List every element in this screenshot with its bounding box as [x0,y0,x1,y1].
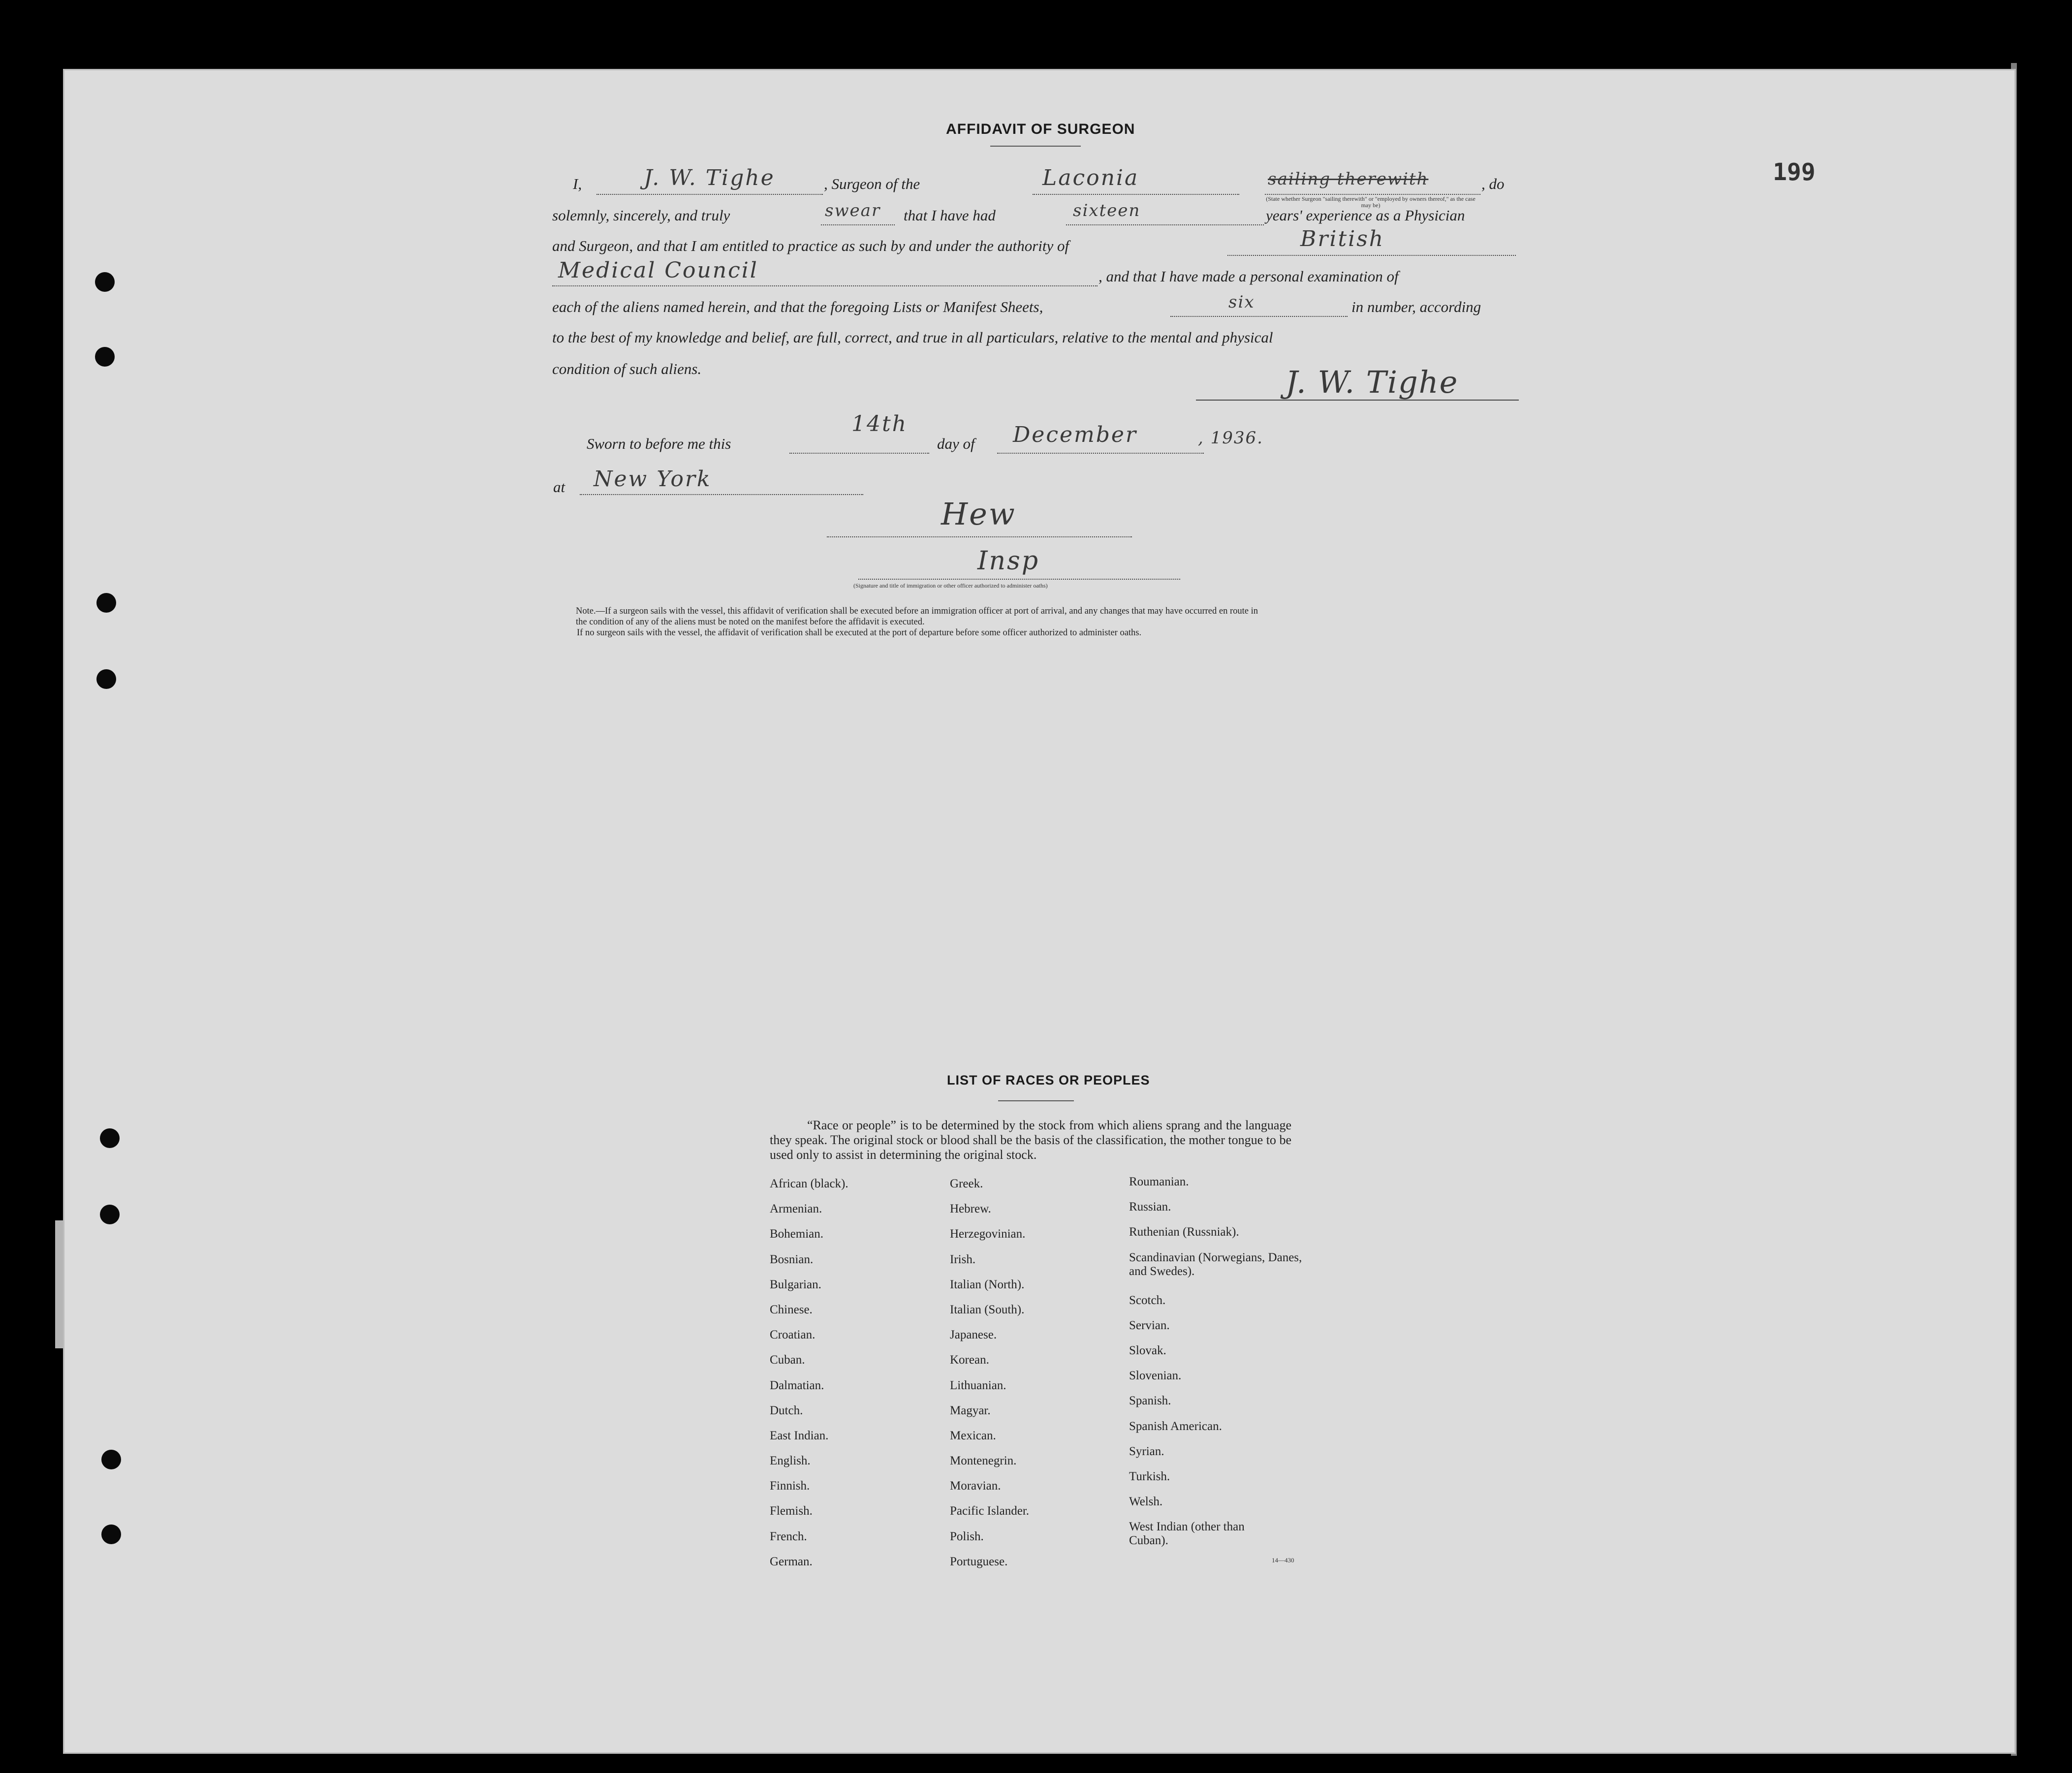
race-item: Spanish. [1129,1394,1171,1408]
race-item: Servian. [1129,1318,1170,1332]
punch-hole [95,272,115,292]
race-item: Welsh. [1129,1495,1163,1509]
authority-value-1: British [1300,226,1385,251]
punch-hole [96,669,116,689]
punch-hole [100,1128,120,1148]
race-item: Herzegovinian. [950,1227,1026,1241]
day-of-label: day of [937,435,975,452]
note-line2: the condition of any of the aliens must be noted on the manifest before the affidavit is executed. [576,617,925,627]
punch-hole [95,347,115,367]
note-line1: Note.—If a surgeon sails with the vessel, this affidavit of verification shall be executed before an immigration officer at port of arrival, and any changes that may have occurred en route in [576,606,1258,616]
form-number: 14—430 [1272,1556,1294,1564]
races-intro: “Race or people” is to be determined by the stock from which aliens sprang and the language they speak. The original stock or blood shall be the basis of the classification, the mother tongue to be used only to assist in determining the original stock. [770,1118,1291,1162]
oath-field [821,224,895,225]
race-item: Chinese. [770,1303,813,1316]
race-item: Mexican. [950,1429,996,1442]
race-item: Roumanian. [1129,1175,1189,1188]
manifest-page [63,69,2016,1754]
years-value: sixteen [1073,201,1141,220]
sworn-day-field [789,453,929,454]
race-item: Cuban. [770,1353,805,1367]
race-item: Pacific Islander. [950,1504,1030,1518]
officer-caption: (Signature and title of immigration or other officer authorized to administer oaths) [853,582,1048,589]
race-item: Portuguese. [950,1555,1008,1568]
race-item: Moravian. [950,1479,1001,1493]
races-column-1 [770,1177,848,1580]
officer-signature: Hew [941,496,1016,532]
races-column-3 [1129,1175,1316,1563]
race-item: Magyar. [950,1403,991,1417]
race-item: Slovak. [1129,1343,1166,1357]
officer-title-line [858,579,1180,580]
race-item: Spanish American. [1129,1419,1222,1433]
ship-name-field [1033,194,1239,195]
race-item: Hebrew. [950,1202,991,1216]
race-item: Bohemian. [770,1227,824,1241]
race-item: West Indian (other than Cuban). [1129,1520,1245,1548]
affidavit-line6: to the best of my knowledge and belief, are full, correct, and true in all particulars, relative to the mental and physical [552,329,1273,346]
authority-field-2 [552,285,1098,286]
affidavit-title: AFFIDAVIT OF SURGEON [946,121,1135,137]
sworn-year-value: , 1936. [1198,428,1263,448]
race-item: Italian (South). [950,1303,1025,1316]
affidavit-line2-prefix: solemnly, sincerely, and truly [552,207,730,224]
sailing-value: sailing therewith [1268,169,1429,189]
affidavit-line5-suffix: in number, according [1351,298,1481,315]
affidavit-line1-prefix: I, [573,175,582,192]
place-value: New York [594,467,712,492]
race-item: Russian. [1129,1200,1171,1214]
at-prefix: at [553,478,565,496]
sailing-note: (State whether Surgeon "sailing therewith" or "employed by owners thereof," as the case may be) [1266,195,1476,209]
sheets-value: six [1228,292,1255,312]
race-item: Irish. [950,1252,976,1266]
affidavit-line3-prefix: and Surgeon, and that I am entitled to practice as such by and under the authority of [552,237,1069,254]
note-line3: If no surgeon sails with the vessel, the affidavit of verification shall be executed at the port of departure before some officer authorized to administer oaths. [577,628,1142,638]
punch-hole [96,593,116,613]
race-item: English. [770,1454,811,1468]
race-item: Flemish. [770,1504,813,1518]
race-item: Croatian. [770,1328,816,1342]
race-item: African (black). [770,1177,848,1190]
race-item: Polish. [950,1529,984,1543]
race-item: Scandinavian (Norwegians, Danes, and Swedes). [1129,1250,1302,1278]
punch-hole [101,1450,121,1469]
sworn-day-value: 14th [851,411,908,436]
race-item: German. [770,1555,813,1568]
affidavit-line4-suffix: , and that I have made a personal examination of [1099,268,1399,285]
punch-hole [100,1205,120,1224]
races-title-underline [998,1100,1074,1101]
surgeon-signature: J. W. Tighe [1286,364,1459,400]
affidavit-line2-suffix: years' experience as a Physician [1266,207,1465,224]
sheets-field [1170,316,1348,317]
surgeon-name-field [596,194,823,195]
race-item: Dalmatian. [770,1378,824,1392]
sworn-month-value: December [1013,422,1137,447]
race-item: Finnish. [770,1479,810,1493]
race-item: Scotch. [1129,1293,1166,1307]
do-label: , do [1481,175,1505,192]
race-item: Lithuanian. [950,1378,1006,1392]
place-field [580,494,863,495]
race-item: Italian (North). [950,1277,1025,1291]
title-underline [990,146,1081,147]
race-item: Turkish. [1129,1469,1170,1483]
page-number: 199 [1773,158,1816,186]
race-item: East Indian. [770,1429,829,1442]
affidavit-line5-prefix: each of the aliens named herein, and that the foregoing Lists or Manifest Sheets, [552,298,1043,315]
surgeon-name-value: J. W. Tighe [644,165,775,190]
race-item: Japanese. [950,1328,997,1342]
oath-value: swear [825,201,881,220]
race-item: Syrian. [1129,1444,1164,1458]
race-item: Ruthenian (Russniak). [1129,1225,1239,1239]
sailing-field [1265,194,1480,195]
sworn-prefix: Sworn to before me this [587,435,731,452]
officer-title-signature: Insp [977,546,1040,576]
authority-field-1 [1227,255,1516,256]
race-item: Armenian. [770,1202,822,1216]
affidavit-line2-middle: that I have had [904,207,996,224]
race-item: Greek. [950,1177,983,1190]
race-item: Bulgarian. [770,1277,821,1291]
race-item: Bosnian. [770,1252,814,1266]
race-item: French. [770,1529,807,1543]
surgeon-signature-line [1196,400,1519,401]
race-item: Korean. [950,1353,989,1367]
authority-value-2: Medical Council [558,258,758,283]
race-item: Dutch. [770,1403,803,1417]
races-title: LIST OF RACES OR PEOPLES [947,1073,1150,1088]
surgeon-of-label: , Surgeon of the [824,175,920,192]
affidavit-line7: condition of such aliens. [552,360,702,377]
ship-name-value: Laconia [1042,165,1139,190]
race-item: Montenegrin. [950,1454,1017,1468]
sworn-month-field [997,453,1204,454]
race-item: Slovenian. [1129,1369,1182,1383]
years-field [1066,224,1264,225]
punch-hole [101,1524,121,1544]
officer-signature-line [827,536,1132,537]
races-column-2 [950,1177,1029,1580]
